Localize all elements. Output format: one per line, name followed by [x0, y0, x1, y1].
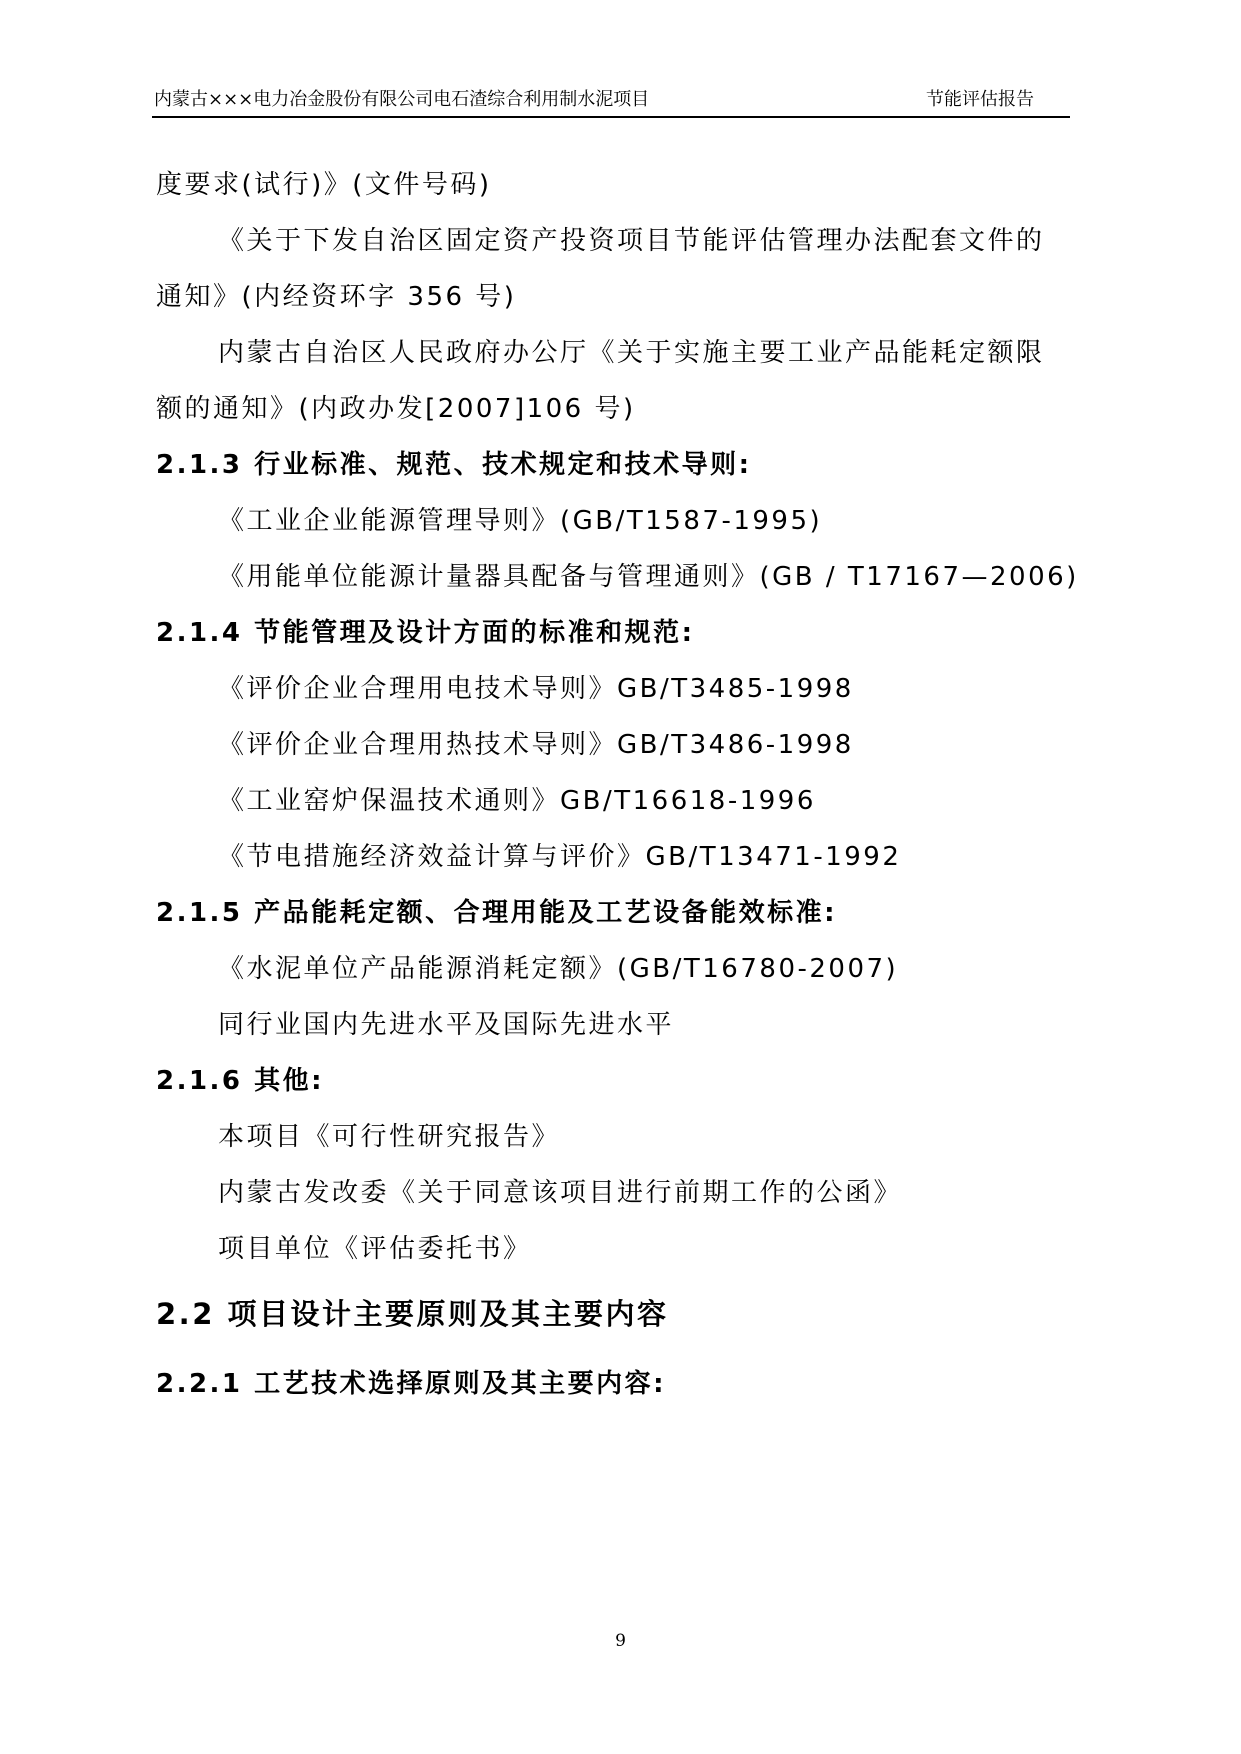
text-line: 项目单位《评估委托书》 — [218, 1234, 532, 1264]
text-line: 《用能单位能源计量器具配备与管理通则》(GB / T17167—2006) — [218, 562, 1079, 592]
page-header — [152, 86, 1070, 118]
text-line: 额的通知》(内政办发[2007]106 号) — [156, 394, 636, 424]
section-heading-2-1-4: 2.1.4 节能管理及设计方面的标准和规范: — [156, 618, 695, 648]
header-title: 内蒙古×××电力冶金股份有限公司电石渣综合利用制水泥项目 — [154, 89, 650, 110]
text-line: 同行业国内先进水平及国际先进水平 — [218, 1010, 675, 1040]
text-line: 通知》(内经资环字 356 号) — [156, 282, 517, 312]
section-heading-2-2: 2.2 项目设计主要原则及其主要内容 — [156, 1297, 669, 1331]
section-heading-2-1-3: 2.1.3 行业标准、规范、技术规定和技术导则: — [156, 450, 752, 480]
section-heading-2-1-6: 2.1.6 其他: — [156, 1066, 324, 1096]
page-number: 9 — [615, 1631, 626, 1651]
text-line: 《水泥单位产品能源消耗定额》(GB/T16780-2007) — [218, 954, 899, 984]
text-line: 《工业企业能源管理导则》(GB/T1587-1995) — [218, 506, 823, 536]
text-line: 内蒙古自治区人民政府办公厅《关于实施主要工业产品能耗定额限 — [218, 338, 1045, 368]
section-heading-2-1-5: 2.1.5 产品能耗定额、合理用能及工艺设备能效标准: — [156, 898, 837, 928]
text-line: 《工业窑炉保温技术通则》GB/T16618-1996 — [218, 786, 816, 816]
header-report-type: 节能评估报告 — [926, 89, 1034, 110]
text-line: 《评价企业合理用热技术导则》GB/T3486-1998 — [218, 730, 854, 760]
section-heading-2-2-1: 2.2.1 工艺技术选择原则及其主要内容: — [156, 1369, 666, 1399]
text-line: 《节电措施经济效益计算与评价》GB/T13471-1992 — [218, 842, 902, 872]
text-line: 内蒙古发改委《关于同意该项目进行前期工作的公函》 — [218, 1178, 903, 1208]
text-line: 《关于下发自治区固定资产投资项目节能评估管理办法配套文件的 — [218, 226, 1045, 256]
text-line: 《评价企业合理用电技术导则》GB/T3485-1998 — [218, 674, 854, 704]
text-line: 本项目《可行性研究报告》 — [218, 1122, 561, 1152]
text-line: 度要求(试行)》(文件号码) — [156, 170, 492, 200]
